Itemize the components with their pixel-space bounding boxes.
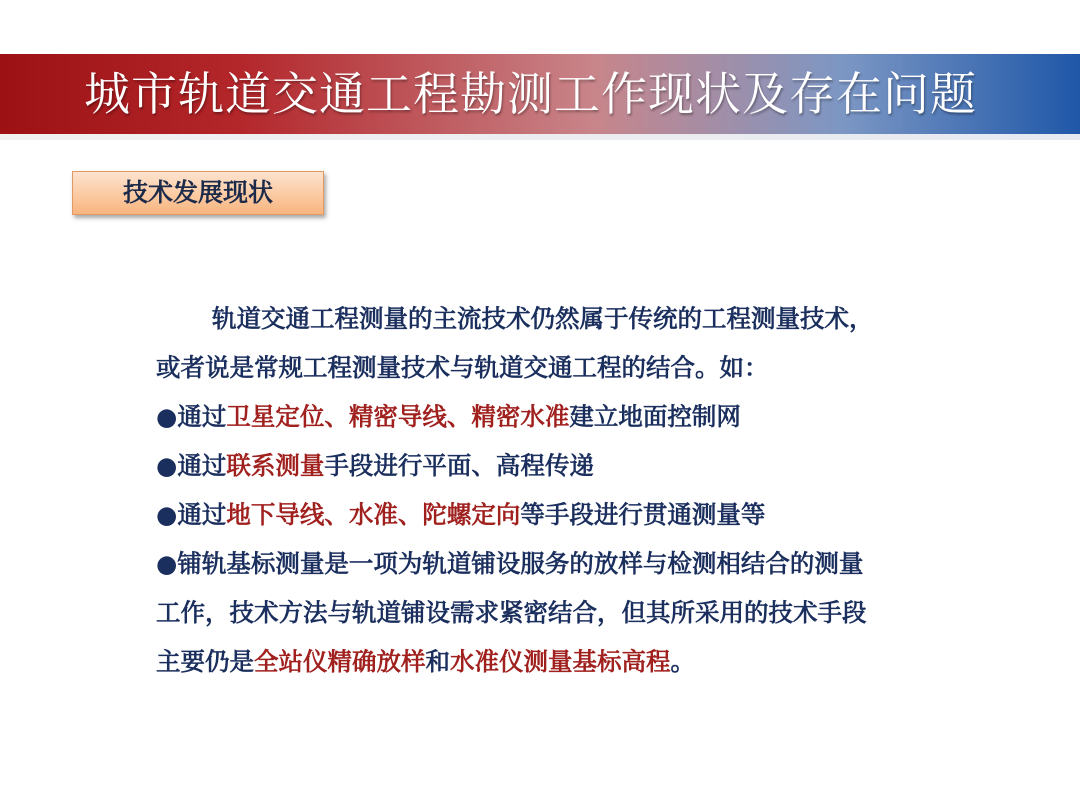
bullet-4-line-3-suffix: 。: [670, 647, 695, 676]
bullet-2-highlight: 联系测量: [226, 451, 325, 480]
bullet-3-suffix: 等手段进行贯通测量等: [520, 500, 766, 529]
bullet-item-3: [156, 490, 976, 539]
bullet-item-4-line-2: 工作，技术方法与轨道铺设需求紧密结合，但其所采用的技术手段: [156, 598, 867, 627]
body-text: [156, 294, 976, 686]
intro-line-1: 轨道交通工程测量的主流技术仍然属于传统的工程测量技术，: [212, 304, 874, 333]
bullet-1-highlight: 卫星定位、精密导线、精密水准: [226, 402, 570, 431]
bullet-item-4-line-1: [156, 539, 976, 588]
bullet-4-highlight-1: 全站仪精确放样: [254, 647, 426, 676]
bullet-item-1: [156, 392, 976, 441]
section-label-box: [72, 171, 324, 215]
bullet-4-line-3-prefix: 主要仍是: [156, 647, 254, 676]
section-label: 技术发展现状: [122, 178, 273, 207]
bullet-3-highlight: 地下导线、水准、陀螺定向: [226, 500, 521, 529]
bullet-2-prefix: 通过: [177, 451, 227, 480]
slide-title: 城市轨道交通工程勘测工作现状及存在问题: [84, 67, 977, 121]
bullet-dot-icon: ●: [156, 451, 178, 480]
bullet-dot-icon: ●: [156, 402, 178, 431]
bullet-2-suffix: 手段进行平面、高程传递: [324, 451, 594, 480]
bullet-4-line-1: 铺轨基标测量是一项为轨道铺设服务的放样与检测相结合的测量: [177, 549, 864, 578]
bullet-1-prefix: 通过: [177, 402, 227, 431]
title-underline: [0, 134, 1080, 140]
bullet-4-highlight-2: 水准仪测量基标高程: [450, 647, 671, 676]
bullet-4-line-3-mid: 和: [425, 647, 450, 676]
bullet-3-prefix: 通过: [177, 500, 227, 529]
bullet-dot-icon: ●: [156, 549, 178, 578]
bullet-item-4-line-3: [156, 637, 976, 686]
bullet-item-2: [156, 441, 976, 490]
bullet-dot-icon: ●: [156, 500, 178, 529]
bullet-1-suffix: 建立地面控制网: [569, 402, 741, 431]
intro-line-2: 或者说是常规工程测量技术与轨道交通工程的结合。如：: [156, 353, 769, 382]
title-bar: [0, 54, 1080, 134]
